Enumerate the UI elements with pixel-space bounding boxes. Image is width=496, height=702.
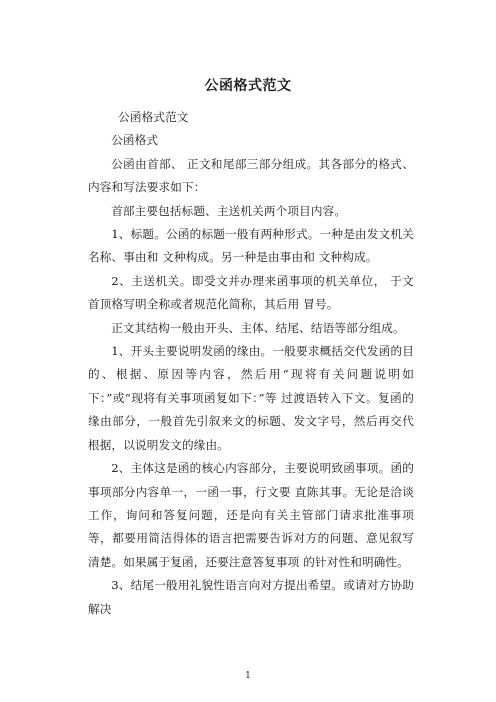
body-paragraph: 1、标题。公函的标题一般有两种形式。一种是由发文机关名称、事由和 文种构成。另一种是由事由和 文种构成。 xyxy=(88,227,414,265)
body-paragraph: 首部主要包括标题、主送机关两个项目内容。 xyxy=(111,203,347,218)
document-title: 公函格式范文 xyxy=(204,78,292,94)
body-paragraph: 2、主体这是函的核心内容部分，主要说明致函事项。函的事项部分内容单一，一函一事，行文要 直陈其事。无论是洽谈工作，询问和答复问题，还是向有关主管部门请求批准事项等，都要用简洁得体的语言把需要告诉对方的问题、意见叙写清楚。如果属于复函，还要注意答复事项 的针对性和明确性。 xyxy=(88,461,414,569)
body-paragraph: 3、结尾一般用礼貌性语言向对方提出希望。或请对方协助解决 xyxy=(88,578,414,616)
page-number: 1 xyxy=(245,671,251,681)
subtitle-paragraph: 公函格式范文 xyxy=(118,110,189,124)
body-paragraph: 正文其结构一般由开头、主体、结尾、结语等部分组成。 xyxy=(111,320,405,335)
section-heading-paragraph: 公函格式 xyxy=(111,133,159,148)
body-paragraph: 1、开头主要说明发函的缘由。一般要求概括交代发函的目的、根据、原因等内容，然后用“现将有关问题说明如下：”或“现将有关事项函复如下：”等 过渡语转入下文。复函的缘由部分，一般首先引叙来文的标题、发文字号，然后再交代根据，以说明发文的缘由。 xyxy=(88,344,414,452)
document-body xyxy=(88,106,414,621)
body-paragraph: 公函由首部、 正文和尾部三部分组成。其各部分的格式、内容和写法要求如下： xyxy=(88,156,414,195)
body-paragraph: 2、主送机关。即受文并办理来函事项的机关单位， 于文首顶格写明全称或者规范化简称，其后用 冒号。 xyxy=(88,273,414,312)
